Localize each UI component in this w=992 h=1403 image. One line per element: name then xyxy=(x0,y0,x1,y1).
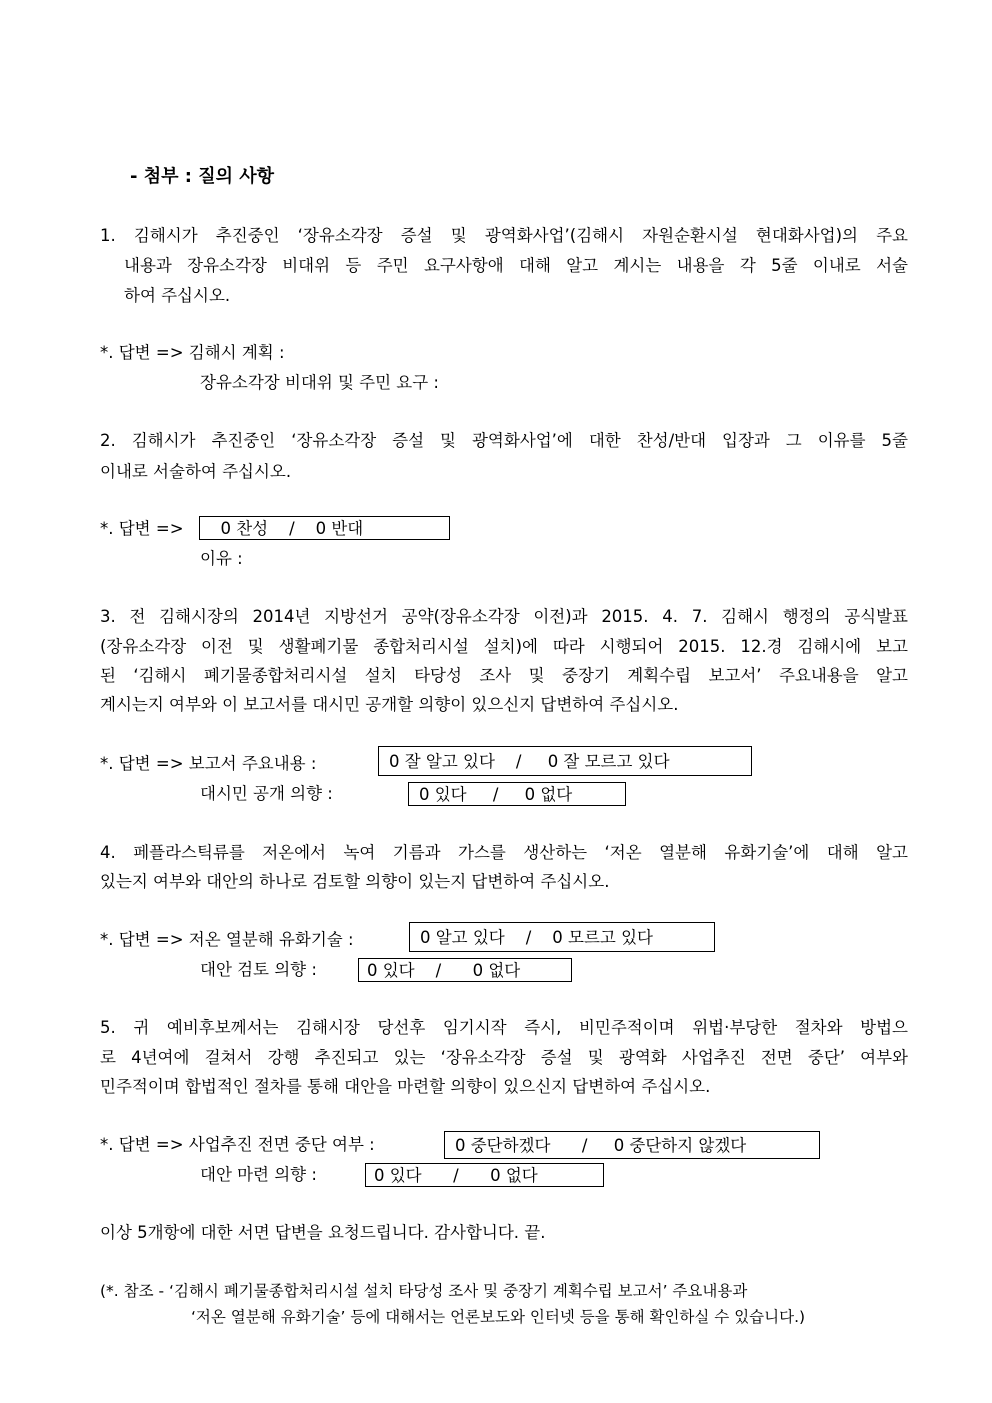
answer-5-stop-box[interactable]: 0 중단하겠다 / 0 중단하지 않겠다 xyxy=(444,1131,820,1159)
answer-3-disclosure-box[interactable]: 0 있다 / 0 없다 xyxy=(408,782,626,806)
question-1-line-1: 1. 김해시가 추진중인 ‘장유소각장 증설 및 광역화사업’(김해시 자원순환시설 현대화사업)의 주요 xyxy=(100,226,908,245)
question-1-line-2: 내용과 장유소각장 비대위 등 주민 요구사항애 대해 알고 계시는 내용을 각 5줄 이내로 서술 xyxy=(124,256,908,275)
reference-note-line-2: ‘저온 열분해 유화기술’ 등에 대해서는 언론보도와 인터넷 등을 통해 확인하실 수 있습니다.) xyxy=(191,1308,806,1326)
answer-4-review-box[interactable]: 0 있다 / 0 없다 xyxy=(358,958,572,982)
question-3-line-3: 된 ‘김해시 폐기물종합처리시설 설치 타당성 조사 및 중장기 계획수립 보고서’ 주요내용을 알고 xyxy=(100,666,908,685)
answer-4-line-2: 대안 검토 의향 : xyxy=(200,960,317,979)
question-5-line-2: 로 4년여에 걸쳐서 강행 추진되고 있는 ‘장유소각장 증설 및 광역화 사업추진 전면 중단’ 여부와 xyxy=(100,1048,908,1067)
question-3-line-1: 3. 전 김해시장의 2014년 지방선거 공약(장유소각장 이전)과 2015. 4. 7. 김해시 행정의 공식발표 xyxy=(100,607,908,626)
closing-text: 이상 5개항에 대한 서면 답변을 요청드립니다. 감사합니다. 끝. xyxy=(100,1223,546,1242)
answer-5-line-1: *. 답변 => 사업추진 전면 중단 여부 : xyxy=(100,1135,375,1154)
answer-4-line-1: *. 답변 => 저온 열분해 유화기술 : xyxy=(100,930,354,949)
question-2-line-1: 2. 김해시가 추진중인 ‘장유소각장 증설 및 광역화사업’에 대한 찬성/반대 입장과 그 이유를 5줄 xyxy=(100,431,908,450)
answer-2-choice-box[interactable]: 0 찬성 / 0 반대 xyxy=(199,516,450,540)
question-3-line-4: 계시는지 여부와 이 보고서를 대시민 공개할 의향이 있으신지 답변하여 주십시오. xyxy=(100,695,679,714)
answer-4-tech-box[interactable]: 0 알고 있다 / 0 모르고 있다 xyxy=(409,922,715,952)
question-4-line-2: 있는지 여부와 대안의 하나로 검토할 의향이 있는지 답변하여 주십시오. xyxy=(100,872,610,891)
answer-2-label: *. 답변 => xyxy=(100,519,184,538)
page-title: - 첨부 : 질의 사항 xyxy=(130,166,275,187)
question-5-line-3: 민주적이며 합법적인 절차를 통해 대안을 마련할 의향이 있으신지 답변하여 주십시오. xyxy=(100,1077,711,1096)
answer-2-reason: 이유 : xyxy=(200,549,243,568)
question-5-line-1: 5. 귀 예비후보께서는 김해시장 당선후 임기시작 즉시, 비민주적이며 위법·부당한 절차와 방법으 xyxy=(100,1018,908,1037)
answer-5-alternative-box[interactable]: 0 있다 / 0 없다 xyxy=(365,1163,604,1187)
answer-1-line-1: *. 답변 => 김해시 계획 : xyxy=(100,343,285,362)
reference-note-line-1: (*. 참조 - ‘김해시 폐기물종합처리시설 설치 타당성 조사 및 중장기 계획수립 보고서’ 주요내용과 xyxy=(100,1282,748,1300)
question-3-line-2: (장유소각장 이전 및 생활폐기물 종합처리시설 설치)에 따라 시행되어 2015. 12.경 김해시에 보고 xyxy=(100,637,908,656)
answer-5-line-2: 대안 마련 의향 : xyxy=(200,1165,317,1184)
question-2-line-2: 이내로 서술하여 주십시오. xyxy=(100,462,292,481)
question-4-line-1: 4. 페플라스틱류를 저온에서 녹여 기름과 가스를 생산하는 ‘저온 열분해 유화기술’에 대해 알고 xyxy=(100,843,908,862)
question-1-line-3: 하여 주십시오. xyxy=(124,286,231,305)
answer-3-line-2: 대시민 공개 의향 : xyxy=(200,784,333,803)
answer-1-line-2: 장유소각장 비대위 및 주민 요구 : xyxy=(200,373,439,392)
answer-3-report-box[interactable]: 0 잘 알고 있다 / 0 잘 모르고 있다 xyxy=(378,746,752,776)
answer-3-line-1: *. 답변 => 보고서 주요내용 : xyxy=(100,754,317,773)
